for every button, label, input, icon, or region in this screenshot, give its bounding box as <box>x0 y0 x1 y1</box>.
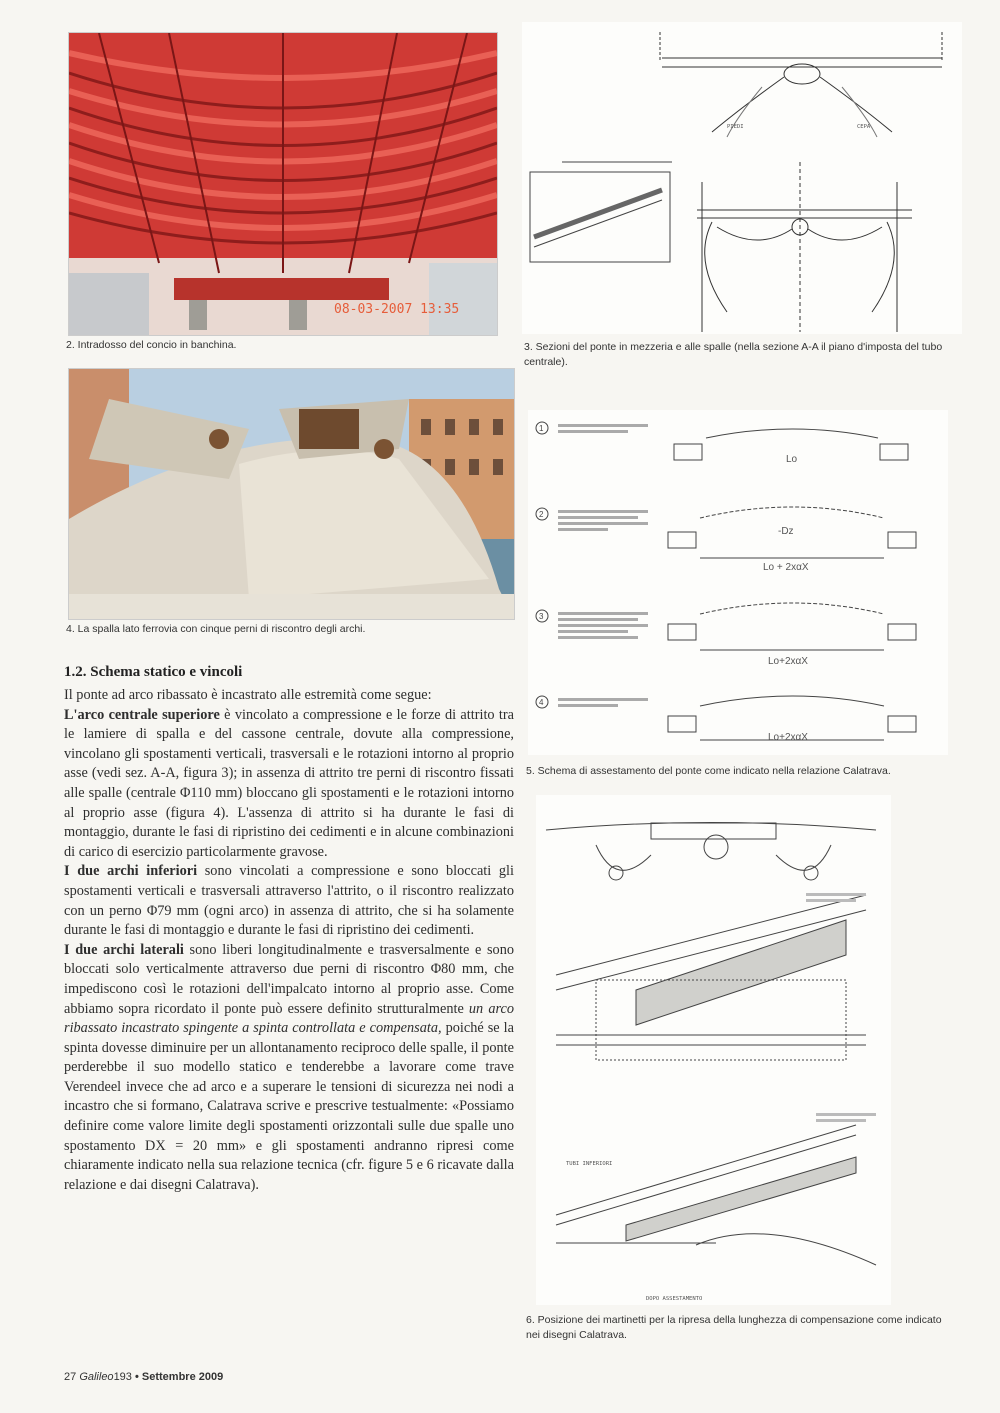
fig3-label-left: PIEDI <box>727 124 744 130</box>
magazine-name: Galileo <box>79 1371 114 1383</box>
photo-intrados <box>68 32 498 336</box>
drawing-settlement-scheme <box>528 410 948 755</box>
article-intro: Il ponte ad arco ribassato è incastrato alle estremità come segue: <box>64 687 432 703</box>
fig5-step-3: 3 <box>539 612 544 621</box>
fig5-lo-2x-c: Lo+2xαX <box>768 732 808 743</box>
page-number: 27 <box>64 1371 77 1383</box>
photo-abutment <box>68 368 515 620</box>
abutment-illustration <box>69 369 514 619</box>
p1-text: è vincolato a compressione e le forze di attrito tra le lamiere di spalla e del cassone centrale, dovute alla compressione, vincolano gli spostamenti verticali, trasversali e le rotazioni intorno al proprio asse (vedi sez. A-A, figura 3); in assenza di attrito tre perni di riscontro fissati alle spalle (centrale Φ110 mm) bloccano gli spostamenti e le rotazioni intorno al proprio asse (figura 4). L'assenza di attrito si ha durante le fasi di montaggio, durante le fasi di ripristino dei cedimenti e in alcune combinazioni di carico di esercizio particolarmente gravose. <box>64 706 514 860</box>
article-paragraph-1 <box>64 706 514 863</box>
section-heading: 1.2. Schema statico e vincoli <box>64 664 243 680</box>
fig5-step-1: 1 <box>539 424 544 433</box>
article-body <box>64 686 514 1195</box>
drawing-sections <box>522 22 962 334</box>
caption-fig6: 6. Posizione dei martinetti per la ripresa della lunghezza di compensazione come indicato nei disegni Calatrava. <box>526 1314 942 1341</box>
article-paragraph-3 <box>64 941 514 1196</box>
fig5-step-2: 2 <box>539 510 544 519</box>
fig5-step-4: 4 <box>539 698 544 707</box>
caption-fig2: 2. Intradosso del concio in banchina. <box>66 339 237 351</box>
fig6-dopo-label: DOPO ASSESTAMENTO <box>646 1296 703 1302</box>
issue-number: 193 <box>113 1371 132 1383</box>
caption-fig4: 4. La spalla lato ferrovia con cinque perni di riscontro degli archi. <box>66 623 366 635</box>
p1-lead: L'arco centrale superiore <box>64 706 220 723</box>
caption-fig3: 3. Sezioni del ponte in mezzeria e alle spalle (nella sezione A-A il piano d'imposta del tubo centrale). <box>524 341 943 368</box>
drawing-jack-positions <box>536 795 891 1305</box>
p3-italic: un arco ribassato incastrato spingente a spinta controllata e compensata, <box>64 1000 514 1037</box>
settlement-svg <box>528 410 948 755</box>
fig5-lo: Lo <box>786 454 798 465</box>
p3-text-b: poiché se la spinta dovesse diminuire per un allontanamento reciproco delle spalle, il ponte perderebbe il suo modello statico e tenderebbe a lavorare come trave Verendeel invece che ad arco e a superare le tensioni di sicurezza nei nodi a incastro che si formano, Calatrava scrive e prescrive testualmente: «Possiamo definire come valore limite degli spostamenti orizzontali sulle due spalle uno spostamento DX = 20 mm» e gli spostamenti andranno ripresi come chiaramente indicato nella sua relazione tecnica (cfr. figure 5 e 6 ricavate dalla relazione e dai disegni Calatrava). <box>64 1020 514 1193</box>
sections-svg <box>522 22 962 334</box>
p3-text-a: sono liberi longitudinalmente e trasversalmente e sono bloccati solo verticalmente attraverso due perni di riscontro Φ80 mm, che impediscono così le rotazioni dell'impalcato intorno al proprio asse. Come abbiamo sopra ricordato il ponte può essere definito strutturalmente <box>64 941 514 1017</box>
fig6-tubi-label: TUBI INFERIORI <box>566 1161 613 1167</box>
p2-text: sono vincolati a compressione e sono bloccati gli spostamenti verticali e trasversali attraverso l'attrito, o il riscontro realizzato con un perno Φ79 mm (ogni arco) in assenza di attrito, che si ha solamente durante le fasi di montaggio e durante le fasi di ripristino dei cedimenti. <box>64 863 514 939</box>
page-footer <box>64 1371 223 1383</box>
caption-fig5: 5. Schema di assestamento del ponte come indicato nella relazione Calatrava. <box>526 765 891 777</box>
photo-date-stamp: 08-03-2007 13:35 <box>334 302 460 317</box>
article-paragraph-2 <box>64 862 514 940</box>
jacks-svg <box>536 795 891 1305</box>
fig3-label-right: CEPA <box>857 124 871 130</box>
p3-lead: I due archi laterali <box>64 941 184 958</box>
fig5-dz: -Dz <box>778 526 794 537</box>
fig5-lo-2x: Lo + 2xαX <box>763 562 809 573</box>
p2-lead: I due archi inferiori <box>64 863 198 880</box>
intrados-illustration <box>69 33 497 335</box>
issue-date: • Settembre 2009 <box>134 1371 224 1383</box>
fig5-lo-2x-b: Lo+2xαX <box>768 656 808 667</box>
